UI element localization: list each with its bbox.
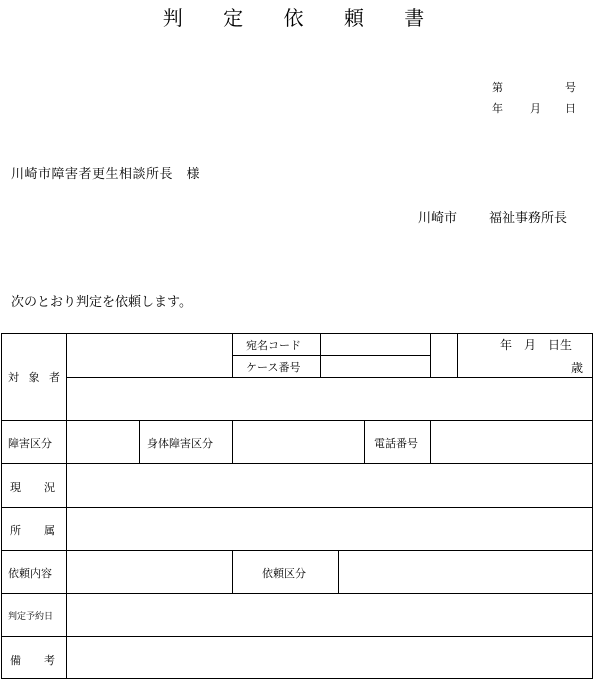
physical-class-input[interactable]: [233, 421, 364, 463]
phone-label: 電話番号: [374, 437, 418, 450]
affiliation-input[interactable]: [67, 508, 592, 550]
remarks-input[interactable]: [67, 637, 592, 678]
page-title: 判 定 依 頼 書: [162, 6, 442, 30]
physical-class-label: 身体障害区分: [147, 437, 213, 450]
remarks-label: 備 考: [10, 654, 61, 667]
request-class-label: 依頼区分: [262, 567, 306, 580]
sender-office: 福祉事務所長: [489, 211, 568, 226]
request-class-input[interactable]: [339, 551, 592, 593]
case-number-input[interactable]: [321, 356, 430, 377]
status-label: 現 況: [10, 481, 61, 494]
subject-address-input[interactable]: [67, 378, 592, 420]
scheduled-date-label: 判定予約日: [8, 612, 54, 622]
intro-text: 次のとおり判定を依頼します。: [11, 295, 192, 310]
address-code-label: 宛名コード: [246, 339, 301, 352]
addressee: 川崎市障害者更生相談所長 様: [11, 167, 201, 182]
request-content-input[interactable]: [67, 551, 232, 593]
request-content-label: 依頼内容: [8, 567, 52, 580]
number-prefix: 第: [492, 81, 503, 94]
disability-class-label: 障害区分: [8, 437, 52, 450]
number-suffix: 号: [565, 81, 576, 94]
date-month: 月: [530, 102, 541, 115]
birth-label: 年 月 日生: [500, 338, 573, 352]
status-input[interactable]: [67, 464, 592, 507]
disability-class-input[interactable]: [67, 421, 139, 463]
age-label: 歳: [571, 361, 584, 375]
address-code-input[interactable]: [321, 334, 430, 355]
case-number-label: ケース番号: [246, 361, 301, 374]
subject-label: 対 象 者: [8, 371, 63, 384]
scheduled-date-input[interactable]: [67, 594, 592, 636]
phone-input[interactable]: [431, 421, 592, 463]
subject-name-input[interactable]: [67, 334, 232, 377]
affiliation-label: 所 属: [10, 524, 61, 537]
date-day: 日: [565, 102, 576, 115]
sender-city: 川崎市: [418, 211, 458, 226]
date-year: 年: [492, 102, 503, 115]
